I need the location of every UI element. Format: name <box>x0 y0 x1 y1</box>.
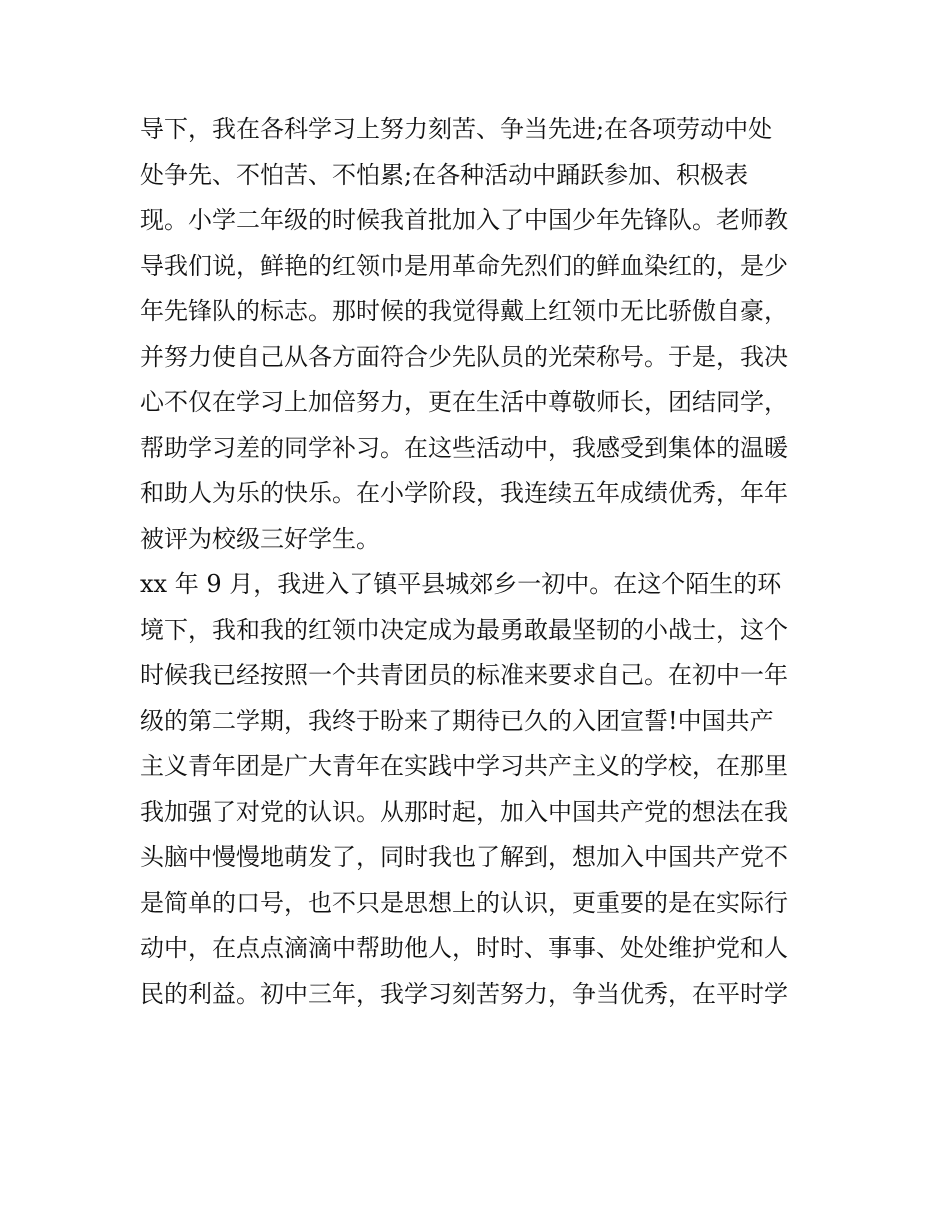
text-line: 是简单的口号，也不只是思想上的认识，更重要的是在实际行 <box>140 888 788 917</box>
text-line: 帮助学习差的同学补习。在这些活动中，我感受到集体的温暖 <box>140 433 788 462</box>
text-line: 心不仅在学习上加倍努力，更在生活中尊敬师长，团结同学， <box>140 388 788 416</box>
text-line: 境下，我和我的红领巾决定成为最勇敢最坚韧的小战士，这个 <box>140 615 788 644</box>
text-line: 导我们说，鲜艳的红领巾是用革命先烈们的鲜血染红的，是少 <box>140 251 788 280</box>
text-line: 处争先、不怕苦、不怕累;在各种活动中踊跃参加、积极表 <box>140 160 749 189</box>
text-line: 导下，我在各科学习上努力刻苦、争当先进;在各项劳动中处 <box>140 115 773 143</box>
text-line: 头脑中慢慢地萌发了，同时我也了解到，想加入中国共产党不 <box>140 843 788 871</box>
text-line: xx 年 9 月，我进入了镇平县城郊乡一初中。在这个陌生的环 <box>140 570 782 598</box>
body-text <box>140 107 820 1017</box>
text-line: 民的利益。初中三年，我学习刻苦努力，争当优秀，在平时学 <box>140 979 788 1008</box>
text-line: 并努力使自己从各方面符合少先队员的光荣称号。于是，我决 <box>140 342 788 371</box>
text-line: 动中，在点点滴滴中帮助他人，时时、事事、处处维护党和人 <box>140 934 788 962</box>
text-line: 主义青年团是广大青年在实践中学习共产主义的学校，在那里 <box>140 752 788 780</box>
text-line: 时候我已经按照一个共青团员的标准来要求自己。在初中一年 <box>140 661 788 689</box>
text-line: 和助人为乐的快乐。在小学阶段，我连续五年成绩优秀，年年 <box>140 479 788 507</box>
text-line: 被评为校级三好学生。 <box>140 524 380 553</box>
text-line: 级的第二学期，我终于盼来了期待已久的入团宣誓!中国共产 <box>140 706 774 735</box>
text-line: 我加强了对党的认识。从那时起，加入中国共产党的想法在我 <box>140 797 788 826</box>
text-line: 年先锋队的标志。那时候的我觉得戴上红领巾无比骄傲自豪， <box>140 297 788 325</box>
text-line: 现。小学二年级的时候我首批加入了中国少年先锋队。老师教 <box>140 206 788 234</box>
